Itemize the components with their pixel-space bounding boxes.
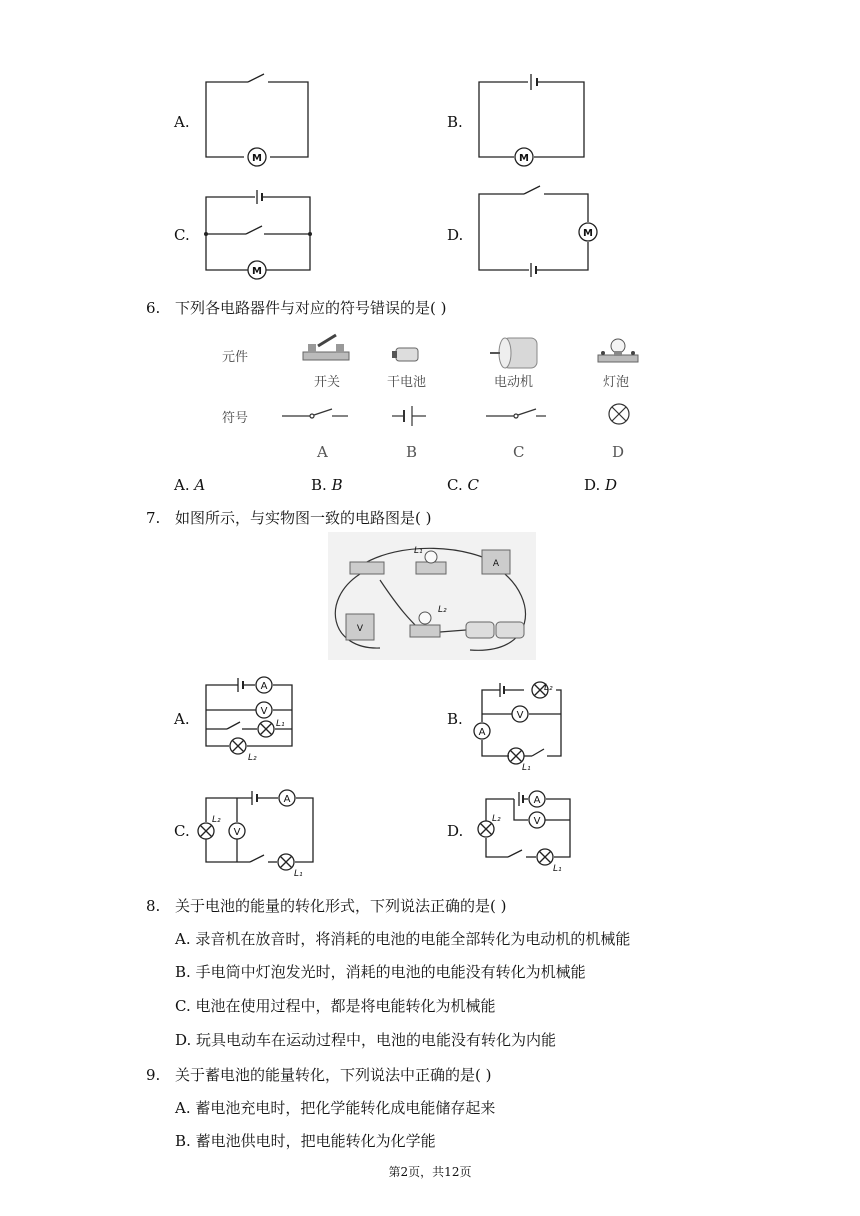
q8-choice-d-label: D. <box>175 1031 192 1049</box>
q7d-ammeter-label: A <box>533 795 541 806</box>
q9-choice-a-label: A. <box>175 1099 191 1117</box>
q7-option-d-label[interactable]: D. <box>447 822 464 840</box>
q5-b-motor-label: M <box>519 153 529 164</box>
q8-choice-c-text: 电池在使用过程中，都是将电能转化为机械能 <box>195 997 496 1015</box>
q7c-l1-label: L₁ <box>294 869 303 879</box>
q9-choice-a[interactable] <box>175 1098 495 1118</box>
q9-choice-b-text: 蓄电池供电时，把电能转化为化学能 <box>195 1132 436 1150</box>
q7a-voltmeter-label: V <box>260 706 268 717</box>
q6-choice-c-label: C. <box>447 476 463 494</box>
q8-choice-b[interactable] <box>175 962 586 982</box>
q6-choice-b-value: B <box>331 476 343 494</box>
q8-number: 8. <box>146 897 161 915</box>
q6-row-component: 元件 <box>222 350 249 365</box>
q7-photo-voltmeter: V <box>356 624 364 634</box>
q5-d-motor-label: M <box>583 228 593 239</box>
q7-option-c-label[interactable]: C. <box>174 822 190 840</box>
q7b-l1-label: L₁ <box>522 763 531 773</box>
q6-letter-d: D <box>612 443 625 461</box>
q6-choice-b-label: B. <box>311 476 327 494</box>
q6-choice-a-label: A. <box>174 476 190 494</box>
q6-number: 6. <box>146 299 161 317</box>
q6-choice-c-value: C <box>467 476 479 494</box>
q7a-ammeter-label: A <box>260 681 268 692</box>
page-footer: 第2页，共12页 <box>388 1165 472 1179</box>
q5-option-c-label: C. <box>174 226 190 244</box>
q9-number: 9. <box>146 1066 161 1084</box>
q6-stem: 下列各电路器件与对应的符号错误的是( ) <box>175 299 447 317</box>
q7-photo-ammeter: A <box>492 559 500 569</box>
q8-choice-a-label: A. <box>175 930 191 948</box>
q8-choice-a-text: 录音机在放音时，将消耗的电池的电能全部转化为电动机的机械能 <box>195 930 631 948</box>
q7-number: 7. <box>146 509 161 527</box>
q6-row-symbol: 符号 <box>222 411 249 426</box>
q7c-l2-label: L₂ <box>212 815 221 825</box>
q8-choice-b-text: 手电筒中灯泡发光时，消耗的电池的电能没有转化为机械能 <box>195 963 586 981</box>
q6-component-switch: 开关 <box>314 375 341 390</box>
q6-choice-a-value: A <box>194 476 206 494</box>
q6-choice-d-label: D. <box>584 476 601 494</box>
q9-choice-a-text: 蓄电池充电时，把化学能转化成电能储存起来 <box>195 1099 496 1117</box>
q8-choice-b-label: B. <box>175 963 191 981</box>
q7-option-a-label[interactable]: A. <box>174 710 190 728</box>
q8-choice-d[interactable] <box>175 1030 556 1050</box>
q7b-voltmeter-label: V <box>516 710 524 721</box>
q9-stem: 关于蓄电池的能量转化，下列说法中正确的是( ) <box>175 1066 492 1084</box>
q9-choice-b[interactable] <box>175 1131 436 1151</box>
q7d-voltmeter-label: V <box>533 816 541 827</box>
q8-choice-c-label: C. <box>175 997 191 1015</box>
q6-letter-b: B <box>406 443 418 461</box>
q8-choice-d-text: 玩具电动车在运动过程中，电池的电能没有转化为内能 <box>196 1031 557 1049</box>
q7-photo-l1: L₁ <box>414 546 423 556</box>
q7a-l1-label: L₁ <box>276 719 285 729</box>
q7d-l1-label: L₁ <box>553 864 562 874</box>
q7c-voltmeter-label: V <box>233 827 241 838</box>
q7-stem: 如图所示，与实物图一致的电路图是( ) <box>175 509 432 527</box>
q7-option-b-label[interactable]: B. <box>447 710 463 728</box>
q5-c-motor-label: M <box>252 266 262 277</box>
q8-stem: 关于电池的能量的转化形式，下列说法正确的是( ) <box>175 897 507 915</box>
q7a-l2-label: L₂ <box>248 753 257 763</box>
q5-a-motor-label: M <box>252 153 262 164</box>
q7c-ammeter-label: A <box>283 794 291 805</box>
q7d-l2-label: L₂ <box>492 814 501 824</box>
q6-letter-c: C <box>513 443 525 461</box>
q7b-ammeter-label: A <box>478 727 486 738</box>
q5-option-a-label: A. <box>174 113 190 131</box>
q6-component-battery: 干电池 <box>387 375 427 390</box>
q8-choice-c[interactable] <box>175 996 496 1016</box>
q5-option-b-label: B. <box>447 113 463 131</box>
q6-letter-a: A <box>317 443 328 461</box>
q6-component-motor: 电动机 <box>494 375 534 390</box>
q7-photo-l2: L₂ <box>438 605 447 615</box>
q5-option-d-label: D. <box>447 226 464 244</box>
q6-choice-d-value: D <box>605 476 618 494</box>
q9-choice-b-label: B. <box>175 1132 191 1150</box>
q7b-l2-label: L₂ <box>544 683 553 693</box>
q6-component-lamp: 灯泡 <box>603 375 630 390</box>
q8-choice-a[interactable] <box>175 929 630 949</box>
